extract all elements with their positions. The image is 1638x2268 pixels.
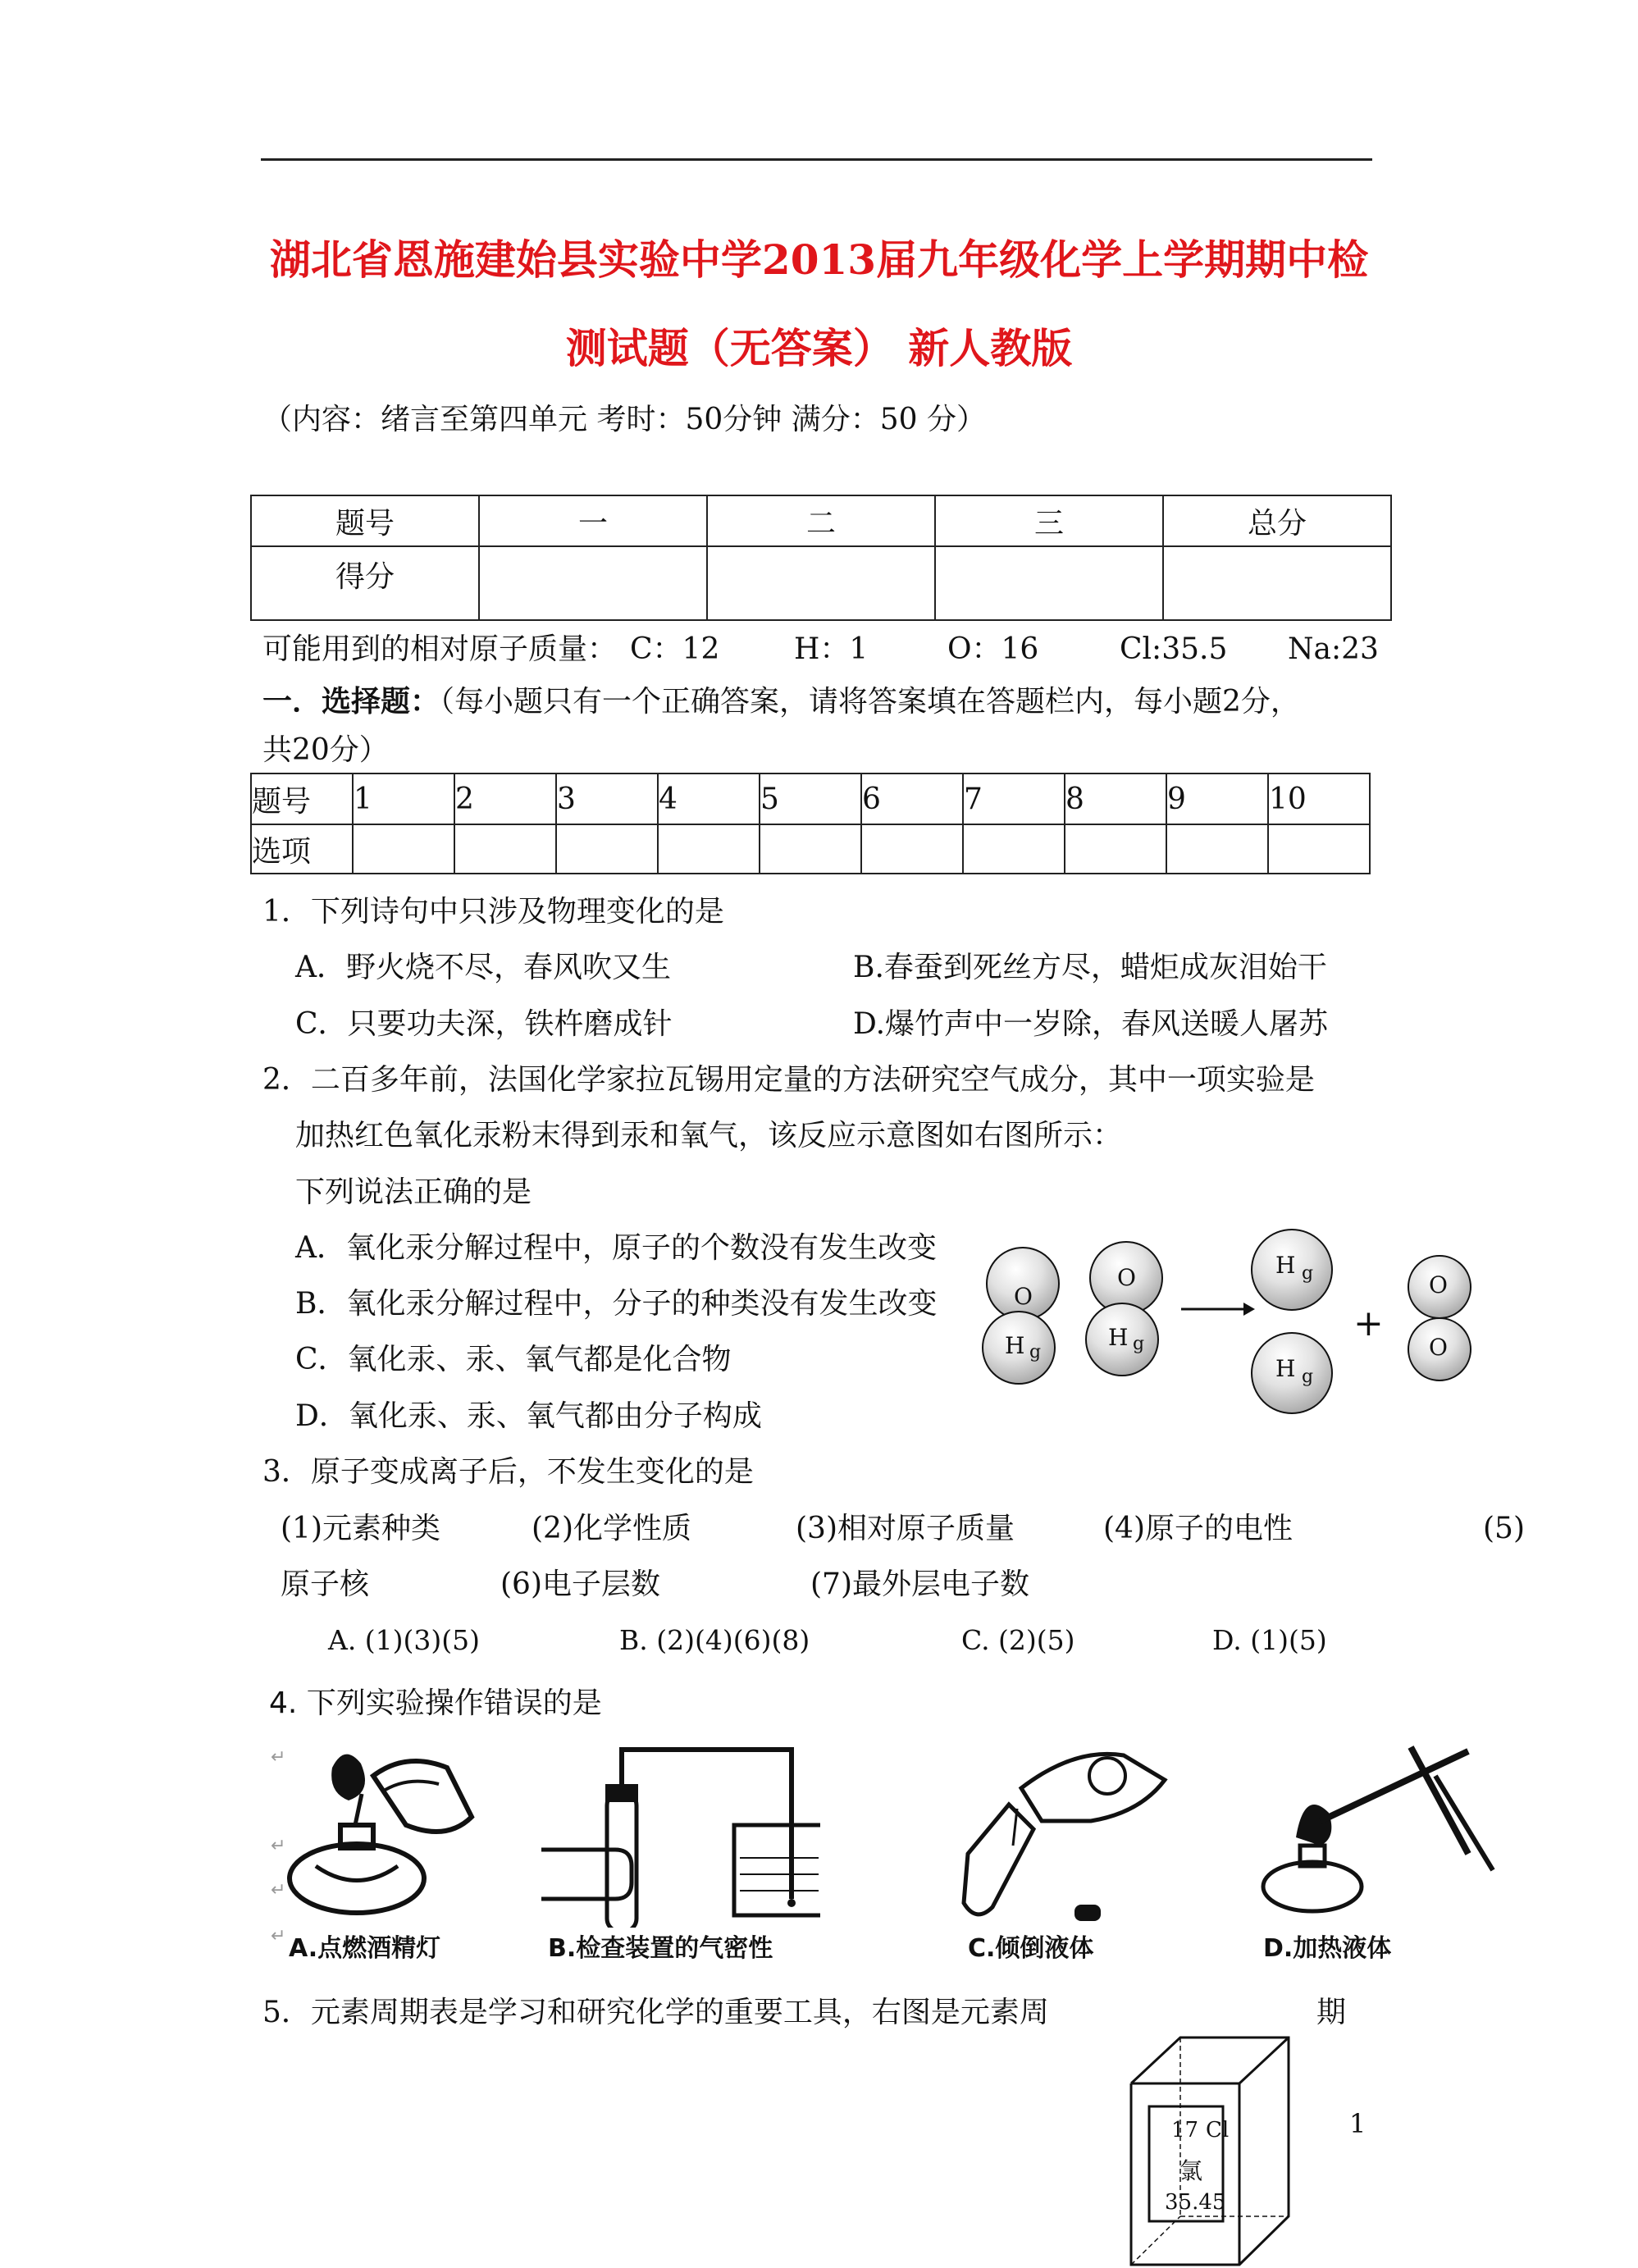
exam-info: （内容：绪言至第四单元 考时：50分钟 满分：50 分） — [262, 403, 986, 436]
q3-item-4: (4)原子的电性 — [1103, 1512, 1293, 1545]
airtight-check-illustration — [525, 1743, 820, 1928]
return-mark-icon: ↵ — [271, 1880, 286, 1901]
answer-cell — [963, 824, 1065, 874]
q2-stem-3: 下列说法正确的是 — [295, 1175, 532, 1209]
q3-item-2: (2)化学性质 — [532, 1512, 691, 1545]
answer-cell — [454, 824, 556, 874]
score-cell — [479, 546, 707, 620]
element-name: 氯 — [1179, 2157, 1203, 2184]
alcohol-lamp-illustration — [283, 1743, 496, 1923]
q4-label-a: A.点燃酒精灯 — [289, 1934, 441, 1963]
atomic-mass-label: 可能用到的相对原子质量： — [262, 632, 618, 666]
atomic-mass-na: Na:23 — [1288, 632, 1379, 666]
title-line-1: 湖北省恩施建始县实验中学2013届九年级化学上学期期中检 — [269, 235, 1369, 284]
answer-number: 6 — [861, 773, 963, 824]
answer-header-label: 题号 — [251, 773, 353, 824]
element-symbol: Cl — [1206, 2118, 1230, 2143]
score-header-cell: 三 — [935, 495, 1163, 546]
section-1-heading — [262, 683, 1300, 720]
return-mark-icon: ↵ — [271, 1747, 286, 1768]
answer-number: 2 — [454, 773, 556, 824]
atomic-mass-o: O：16 — [947, 632, 1039, 666]
oxygen-atom: O — [1408, 1255, 1471, 1319]
q3-option-c: C. (2)(5) — [961, 1624, 1075, 1656]
section-1-instructions: （每小题只有一个正确答案，请将答案填在答题栏内，每小题2分， — [440, 685, 1300, 719]
plus-sign: + — [1353, 1303, 1384, 1344]
q1-option-b: B.春蚕到死丝方尽，蜡炬成灰泪始干 — [853, 951, 1327, 984]
answer-number: 10 — [1268, 773, 1370, 824]
answer-number: 8 — [1065, 773, 1166, 824]
oxygen-atom: O — [1089, 1241, 1163, 1315]
q2-option-a: A．氧化汞分解过程中，原子的个数没有发生改变 — [295, 1231, 937, 1265]
section-1-instructions-2: 共20分） — [262, 733, 389, 767]
oxygen-atom: O — [986, 1247, 1060, 1321]
q3-item-5-label: 原子核 — [281, 1568, 370, 1601]
answer-number: 3 — [556, 773, 658, 824]
element-number: 17 — [1171, 2118, 1199, 2143]
q2-option-c: C．氧化汞、汞、氧气都是化合物 — [295, 1343, 732, 1376]
element-box-outline — [1128, 2034, 1292, 2268]
answer-cell — [658, 824, 760, 874]
answer-cell — [353, 824, 454, 874]
atomic-mass-h: H：1 — [794, 632, 869, 666]
answer-number: 1 — [353, 773, 454, 824]
answer-cell — [1268, 824, 1370, 874]
q4-label-d: D.加热液体 — [1263, 1934, 1392, 1963]
atomic-mass-c: C：12 — [630, 632, 720, 666]
answer-cell — [1166, 824, 1268, 874]
answer-cell — [1065, 824, 1166, 874]
header-rule — [261, 158, 1372, 161]
q2-option-d: D．氧化汞、汞、氧气都由分子构成 — [295, 1399, 762, 1433]
q3-item-5-number: (5) — [1483, 1512, 1525, 1545]
q3-item-6: (6)电子层数 — [500, 1568, 660, 1601]
q3-option-d: D. (1)(5) — [1212, 1624, 1327, 1656]
score-header-cell: 总分 — [1163, 495, 1391, 546]
return-mark-icon: ↵ — [271, 1836, 286, 1856]
q3-item-7: (7)最外层电子数 — [810, 1568, 1029, 1601]
score-header-cell: 二 — [707, 495, 935, 546]
answer-cell — [861, 824, 963, 874]
page-number: 1 — [1349, 2108, 1367, 2139]
q1-option-a: A．野火烧不尽，春风吹又生 — [295, 951, 671, 984]
score-table — [250, 495, 1392, 621]
answer-number: 4 — [658, 773, 760, 824]
answer-number: 5 — [760, 773, 861, 824]
answer-number: 9 — [1166, 773, 1268, 824]
mercury-atom: H g — [1085, 1303, 1159, 1376]
score-row-label: 得分 — [251, 546, 479, 620]
q3-item-1: (1)元素种类 — [281, 1512, 440, 1545]
score-cell — [935, 546, 1163, 620]
answer-number: 7 — [963, 773, 1065, 824]
title-line-2: 测试题（无答案） 新人教版 — [565, 324, 1073, 372]
answer-cell — [760, 824, 861, 874]
answer-cell — [556, 824, 658, 874]
q3-item-3: (3)相对原子质量 — [796, 1512, 1015, 1545]
score-header-cell: 题号 — [251, 495, 479, 546]
q3-stem: 3．原子变成离子后，不发生变化的是 — [262, 1455, 754, 1489]
score-header-cell: 一 — [479, 495, 707, 546]
mercury-atom: H g — [1251, 1229, 1333, 1311]
q2-option-b: B．氧化汞分解过程中，分子的种类没有发生改变 — [295, 1287, 938, 1321]
mercury-atom: H g — [982, 1311, 1056, 1385]
q4-label-b: B.检查装置的气密性 — [548, 1934, 773, 1963]
element-mass: 35.45 — [1165, 2190, 1226, 2215]
pouring-liquid-illustration — [943, 1731, 1189, 1928]
q3-option-a: A. (1)(3)(5) — [328, 1624, 481, 1656]
reaction-arrow-icon — [1181, 1299, 1255, 1319]
return-mark-icon: ↵ — [271, 1926, 286, 1946]
q2-stem-2: 加热红色氧化汞粉末得到汞和氧气，该反应示意图如右图所示： — [295, 1119, 1123, 1152]
q4-label-c: C.倾倒液体 — [968, 1934, 1094, 1963]
answer-table — [250, 773, 1371, 874]
q5-stem-tail: 期 — [1316, 1996, 1347, 2029]
q4-stem: 4. 下列实验操作错误的是 — [269, 1686, 602, 1720]
q5-stem: 5．元素周期表是学习和研究化学的重要工具，右图是元素周 — [262, 1996, 1049, 2029]
q1-option-d: D.爆竹声中一岁除，春风送暖人屠苏 — [853, 1007, 1329, 1041]
atomic-mass-cl: Cl:35.5 — [1120, 632, 1228, 666]
q1-option-c: C．只要功夫深，铁杵磨成针 — [295, 1007, 673, 1041]
answer-row-label: 选项 — [251, 824, 353, 874]
oxygen-atom: O — [1408, 1317, 1471, 1381]
heating-liquid-illustration — [1247, 1739, 1509, 1923]
q3-option-b: B. (2)(4)(6)(8) — [619, 1624, 810, 1656]
q1-stem: 1．下列诗句中只涉及物理变化的是 — [262, 895, 724, 929]
score-cell — [1163, 546, 1391, 620]
score-cell — [707, 546, 935, 620]
q2-stem-1: 2．二百多年前，法国化学家拉瓦锡用定量的方法研究空气成分，其中一项实验是 — [262, 1063, 1315, 1097]
mercury-atom: H g — [1251, 1332, 1333, 1414]
section-1-title: 一．选择题： — [262, 684, 440, 719]
